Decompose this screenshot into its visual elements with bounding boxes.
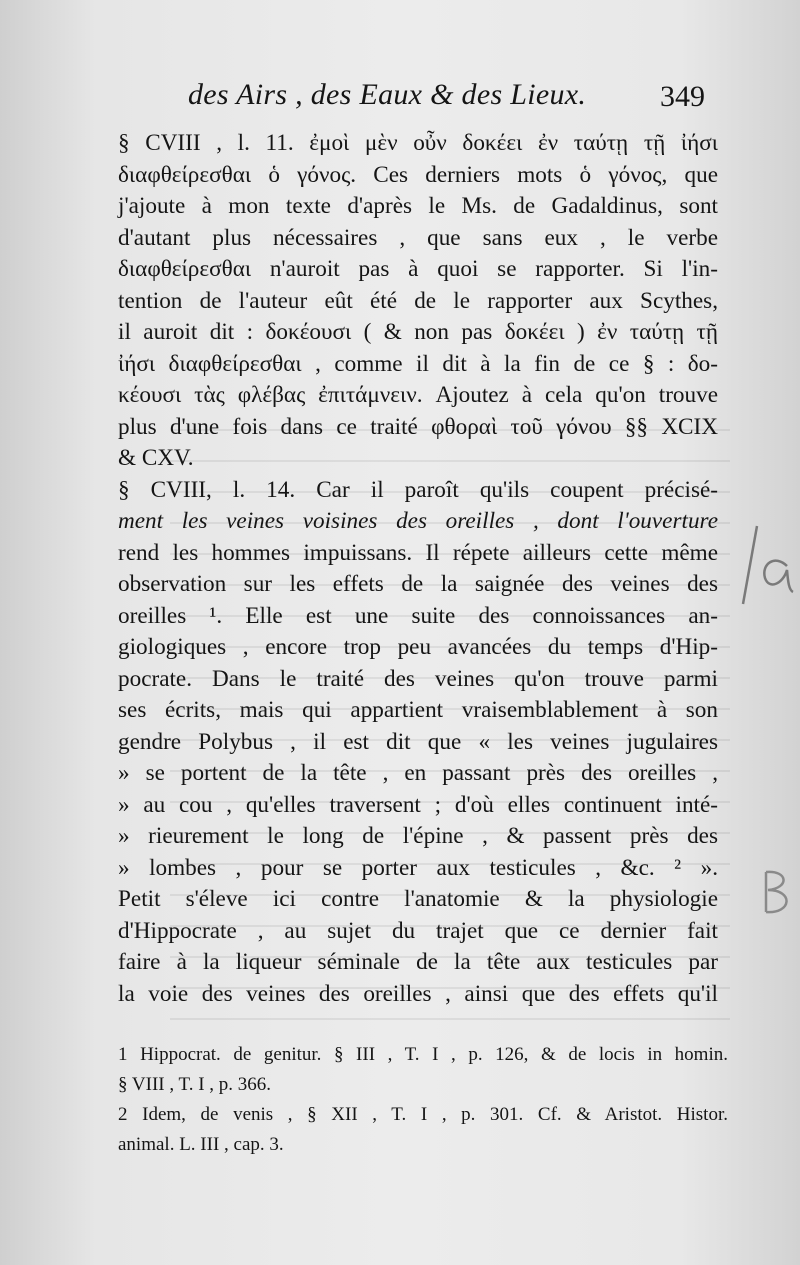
footnote-line: 1 Hippocrat. de genitur. § III , T. I , p. 126, & de locis in homin.: [118, 1044, 728, 1065]
text-line: rend les hommes impuissans. Il répete ailleurs cette même: [118, 539, 718, 566]
text-line: pocrate. Dans le traité des veines qu'on trouve parmi: [118, 665, 718, 692]
text-line: oreilles ¹. Elle est une suite des connoissances an-: [118, 602, 718, 629]
text-line: la voie des veines des oreilles , ainsi que des effets qu'il: [118, 980, 718, 1007]
text-line: » rieurement le long de l'épine , & passent près des: [118, 823, 718, 849]
text-line: d'Hippocrate , au sujet du trajet que ce dernier fait: [118, 917, 718, 944]
text-line: κέουσι τὰς φλέβας ἐπιτάμνειν. Ajoutez à cela qu'on trouve: [118, 382, 718, 408]
text-line: faire à la liqueur séminale de la tête aux testicules par: [118, 949, 718, 975]
text-line: observation sur les effets de la saignée des veines des: [118, 571, 718, 597]
text-line: § CVIII, l. 14. Car il paroît qu'ils coupent précisé-: [118, 476, 718, 503]
text-line: Petit s'éleve ici contre l'anatomie & la physiologie: [118, 886, 718, 912]
marginal-annotation-b: [758, 868, 798, 916]
text-line: » se portent de la tête , en passant près des oreilles ,: [118, 760, 718, 786]
text-line: ses écrits, mais qui appartient vraisemblablement à son: [118, 697, 718, 723]
text-line: d'autant plus nécessaires , que sans eux , le verbe: [118, 224, 718, 251]
text-line: giologiques , encore trop peu avancées du temps d'Hip-: [118, 634, 718, 660]
page-number: 349: [660, 80, 705, 113]
text-line: ἰήσι διαφθείρεσθαι , comme il dit à la fin de ce § : δο-: [118, 350, 718, 377]
footnotes: [118, 1040, 728, 1160]
running-title: des Airs , des Eaux & des Lieux.: [188, 78, 587, 111]
main-text: [118, 128, 718, 1010]
text-line: » au cou , qu'elles traversent ; d'où elles continuent inté-: [118, 791, 718, 818]
text-line: ment les veines voisines des oreilles , dont l'ouverture: [118, 508, 718, 534]
text-line: διαφθείρεσθαι n'auroit pas à quoi se rapporter. Si l'in-: [118, 256, 718, 282]
footnote-line: 2 Idem, de venis , § XII , T. I , p. 301. Cf. & Aristot. Histor.: [118, 1104, 728, 1125]
footnote-line: animal. L. III , cap. 3.: [118, 1134, 284, 1155]
text-line: plus d'une fois dans ce traité φθοραὶ τοῦ γόνου §§ XCIX: [118, 413, 718, 440]
text-line: διαφθείρεσθαι ὁ γόνος. Ces derniers mots ὁ γόνος, que: [118, 161, 718, 188]
marginal-annotation-a: [735, 520, 795, 610]
text-line: tention de l'auteur eût été de le rapporter aux Scythes,: [118, 287, 718, 314]
footnote-line: § VIII , T. I , p. 366.: [118, 1074, 272, 1095]
text-line: gendre Polybus , il est dit que « les veines jugulaires: [118, 728, 718, 755]
text-line: § CVIII , l. 11. ἐμοὶ μὲν οὖν δοκέει ἐν ταύτῃ τῇ ἰήσι: [118, 130, 718, 156]
text-line: & CXV.: [118, 445, 194, 471]
text-line: il auroit dit : δοκέουσι ( & non pas δοκέει ) ἐν ταύτῃ τῇ: [118, 319, 718, 345]
text-line: j'ajoute à mon texte d'après le Ms. de Gadaldinus, sont: [118, 193, 718, 219]
text-line: » lombes , pour se porter aux testicules , &c. ² ».: [118, 854, 718, 881]
